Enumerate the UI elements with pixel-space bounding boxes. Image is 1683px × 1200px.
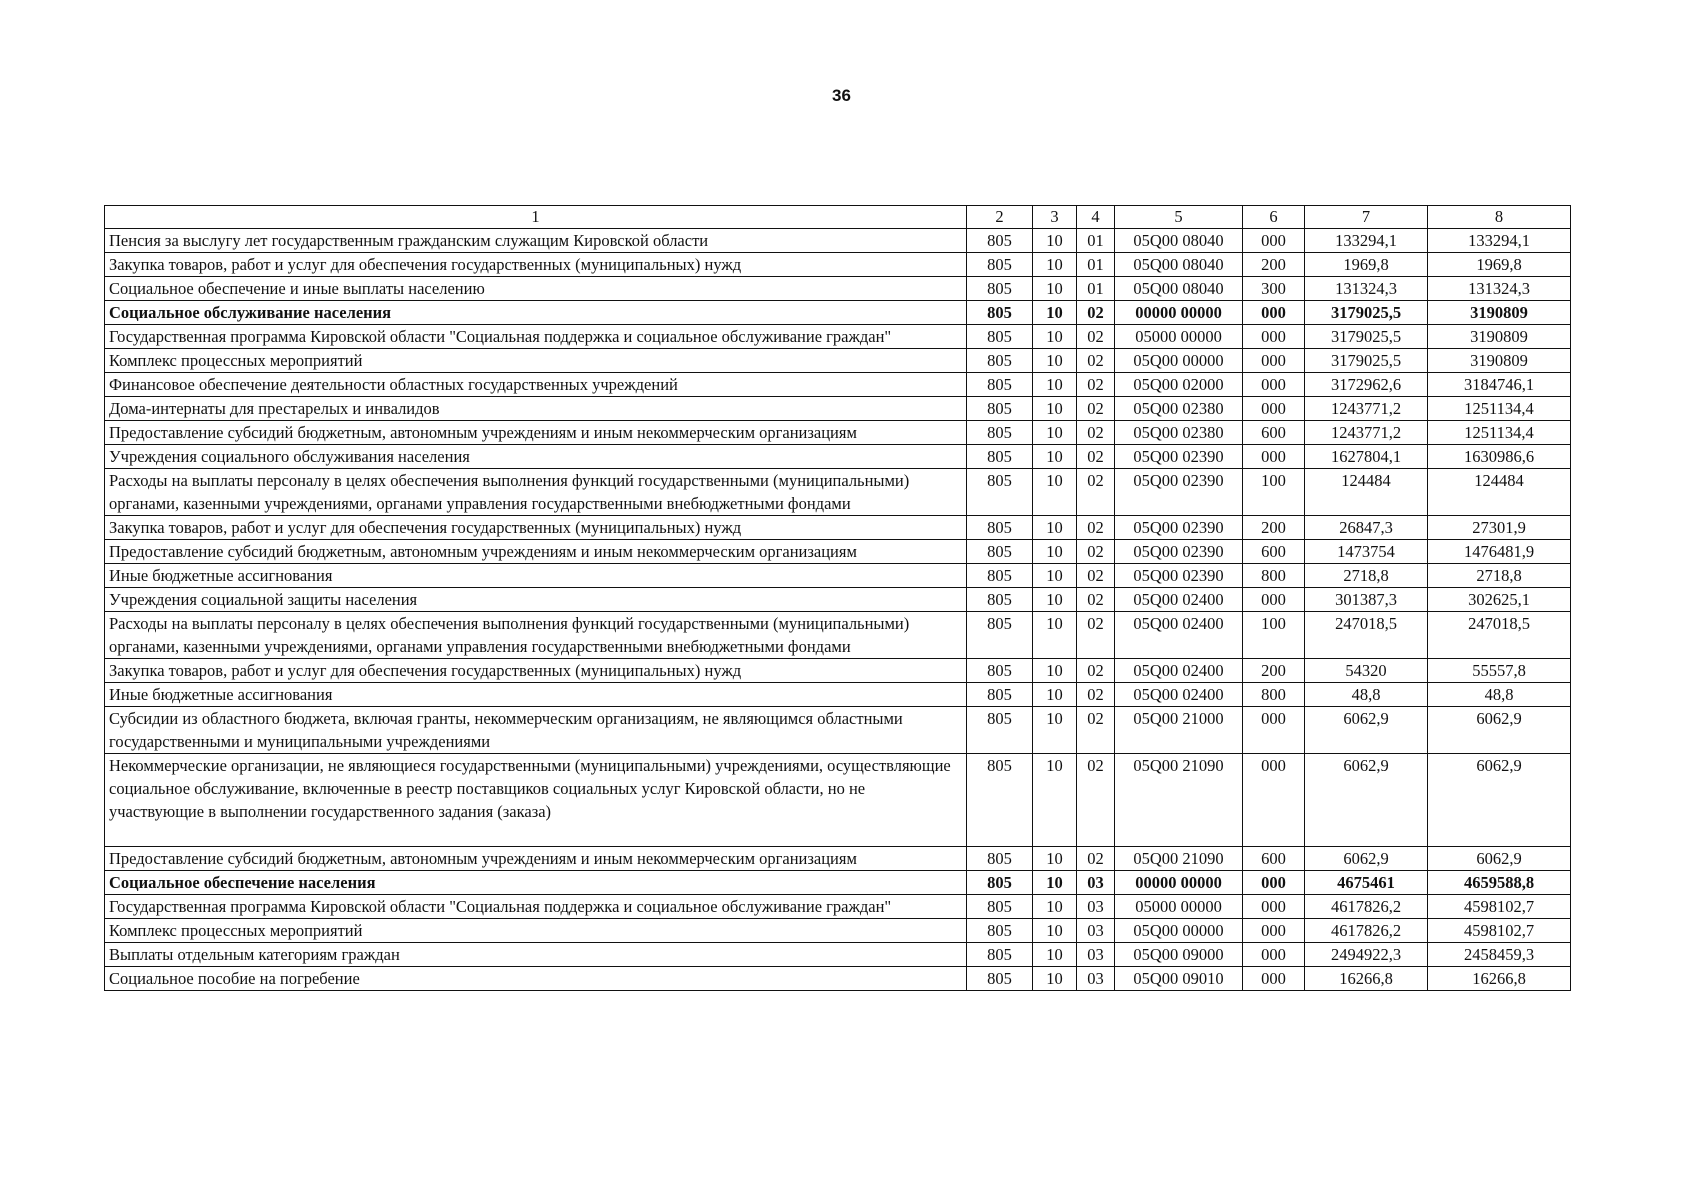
amount-year1-cell: 1627804,1 <box>1305 445 1428 469</box>
row-name-cell: Некоммерческие организации, не являющиеся государственными (муниципальными) учреждениями, осуществляющие социальное обслуживание, включенные в реестр поставщиков социальных услуг Кировской области, но не участвующие в выполнении государственного задания (заказа) <box>105 754 967 847</box>
amount-year2-cell: 1251134,4 <box>1428 421 1571 445</box>
table-row <box>105 564 1571 588</box>
table-row <box>105 253 1571 277</box>
subdivision-code-cell: 02 <box>1077 847 1115 871</box>
header-cell: 5 <box>1115 206 1243 229</box>
division-code-cell: 10 <box>1033 754 1077 847</box>
target-article-cell: 05Q00 21090 <box>1115 754 1243 847</box>
section-code-cell: 805 <box>967 847 1033 871</box>
row-name-cell: Иные бюджетные ассигнования <box>105 564 967 588</box>
division-code-cell: 10 <box>1033 516 1077 540</box>
amount-year1-cell: 3179025,5 <box>1305 325 1428 349</box>
row-name-cell: Государственная программа Кировской области "Социальная поддержка и социальное обслуживание граждан" <box>105 325 967 349</box>
target-article-cell: 05Q00 02400 <box>1115 683 1243 707</box>
division-code-cell: 10 <box>1033 919 1077 943</box>
subdivision-code-cell: 01 <box>1077 277 1115 301</box>
amount-year1-cell: 3172962,6 <box>1305 373 1428 397</box>
division-code-cell: 10 <box>1033 943 1077 967</box>
table-row <box>105 707 1571 754</box>
target-article-cell: 05Q00 02390 <box>1115 445 1243 469</box>
subdivision-code-cell: 02 <box>1077 469 1115 516</box>
row-name-cell: Предоставление субсидий бюджетным, автономным учреждениям и иным некоммерческим организациям <box>105 847 967 871</box>
amount-year2-cell: 1251134,4 <box>1428 397 1571 421</box>
division-code-cell: 10 <box>1033 373 1077 397</box>
table-row <box>105 967 1571 991</box>
amount-year1-cell: 4617826,2 <box>1305 895 1428 919</box>
amount-year2-cell: 6062,9 <box>1428 754 1571 847</box>
amount-year1-cell: 6062,9 <box>1305 754 1428 847</box>
row-name-cell: Социальное пособие на погребение <box>105 967 967 991</box>
subdivision-code-cell: 03 <box>1077 871 1115 895</box>
target-article-cell: 05Q00 00000 <box>1115 349 1243 373</box>
division-code-cell: 10 <box>1033 445 1077 469</box>
row-name-cell: Социальное обеспечение населения <box>105 871 967 895</box>
amount-year2-cell: 16266,8 <box>1428 967 1571 991</box>
row-name-cell: Субсидии из областного бюджета, включая гранты, некоммерческим организациям, не являющимся областными государственными и муниципальными учреждениями <box>105 707 967 754</box>
table-row <box>105 421 1571 445</box>
section-code-cell: 805 <box>967 229 1033 253</box>
expense-type-cell: 300 <box>1243 277 1305 301</box>
section-code-cell: 805 <box>967 707 1033 754</box>
row-name-cell: Расходы на выплаты персоналу в целях обеспечения выполнения функций государственными (муниципальными) органами, казенными учреждениями, органами управления государственными внебюджетными фондами <box>105 469 967 516</box>
target-article-cell: 05000 00000 <box>1115 895 1243 919</box>
target-article-cell: 05Q00 21000 <box>1115 707 1243 754</box>
amount-year2-cell: 1630986,6 <box>1428 445 1571 469</box>
expense-type-cell: 000 <box>1243 754 1305 847</box>
section-code-cell: 805 <box>967 919 1033 943</box>
section-code-cell: 805 <box>967 754 1033 847</box>
amount-year2-cell: 131324,3 <box>1428 277 1571 301</box>
expense-type-cell: 800 <box>1243 564 1305 588</box>
target-article-cell: 05000 00000 <box>1115 325 1243 349</box>
row-name-cell: Учреждения социальной защиты населения <box>105 588 967 612</box>
division-code-cell: 10 <box>1033 469 1077 516</box>
amount-year1-cell: 2494922,3 <box>1305 943 1428 967</box>
section-code-cell: 805 <box>967 397 1033 421</box>
row-name-cell: Предоставление субсидий бюджетным, автономным учреждениям и иным некоммерческим организациям <box>105 540 967 564</box>
expense-type-cell: 000 <box>1243 871 1305 895</box>
subdivision-code-cell: 02 <box>1077 754 1115 847</box>
header-cell: 4 <box>1077 206 1115 229</box>
table-row <box>105 277 1571 301</box>
division-code-cell: 10 <box>1033 871 1077 895</box>
row-name-cell: Предоставление субсидий бюджетным, автономным учреждениям и иным некоммерческим организациям <box>105 421 967 445</box>
table-row <box>105 919 1571 943</box>
subdivision-code-cell: 02 <box>1077 707 1115 754</box>
subdivision-code-cell: 03 <box>1077 943 1115 967</box>
target-article-cell: 05Q00 08040 <box>1115 277 1243 301</box>
expense-type-cell: 200 <box>1243 516 1305 540</box>
row-name-cell: Комплекс процессных мероприятий <box>105 919 967 943</box>
target-article-cell: 05Q00 08040 <box>1115 253 1243 277</box>
target-article-cell: 05Q00 02400 <box>1115 612 1243 659</box>
expense-type-cell: 000 <box>1243 325 1305 349</box>
table-row <box>105 469 1571 516</box>
section-code-cell: 805 <box>967 445 1033 469</box>
expense-type-cell: 000 <box>1243 919 1305 943</box>
section-code-cell: 805 <box>967 540 1033 564</box>
subdivision-code-cell: 02 <box>1077 349 1115 373</box>
amount-year1-cell: 1243771,2 <box>1305 397 1428 421</box>
amount-year2-cell: 302625,1 <box>1428 588 1571 612</box>
table-row <box>105 397 1571 421</box>
expense-type-cell: 600 <box>1243 847 1305 871</box>
amount-year2-cell: 4598102,7 <box>1428 919 1571 943</box>
amount-year2-cell: 133294,1 <box>1428 229 1571 253</box>
target-article-cell: 05Q00 02390 <box>1115 469 1243 516</box>
amount-year1-cell: 1473754 <box>1305 540 1428 564</box>
amount-year2-cell: 4598102,7 <box>1428 895 1571 919</box>
subdivision-code-cell: 02 <box>1077 373 1115 397</box>
amount-year1-cell: 1243771,2 <box>1305 421 1428 445</box>
table-row <box>105 325 1571 349</box>
header-row <box>105 206 1571 229</box>
table-row <box>105 943 1571 967</box>
expense-type-cell: 100 <box>1243 612 1305 659</box>
target-article-cell: 05Q00 02390 <box>1115 540 1243 564</box>
expense-type-cell: 800 <box>1243 683 1305 707</box>
row-name-cell: Закупка товаров, работ и услуг для обеспечения государственных (муниципальных) нужд <box>105 516 967 540</box>
expense-type-cell: 000 <box>1243 943 1305 967</box>
table-row <box>105 588 1571 612</box>
division-code-cell: 10 <box>1033 421 1077 445</box>
amount-year1-cell: 6062,9 <box>1305 847 1428 871</box>
division-code-cell: 10 <box>1033 325 1077 349</box>
amount-year1-cell: 124484 <box>1305 469 1428 516</box>
header-cell: 6 <box>1243 206 1305 229</box>
amount-year2-cell: 2458459,3 <box>1428 943 1571 967</box>
table-row <box>105 659 1571 683</box>
amount-year1-cell: 2718,8 <box>1305 564 1428 588</box>
header-cell: 8 <box>1428 206 1571 229</box>
division-code-cell: 10 <box>1033 349 1077 373</box>
expense-type-cell: 000 <box>1243 445 1305 469</box>
table-row <box>105 229 1571 253</box>
table-row <box>105 871 1571 895</box>
amount-year2-cell: 3190809 <box>1428 325 1571 349</box>
row-name-cell: Пенсия за выслугу лет государственным гражданским служащим Кировской области <box>105 229 967 253</box>
row-name-cell: Дома-интернаты для престарелых и инвалидов <box>105 397 967 421</box>
division-code-cell: 10 <box>1033 847 1077 871</box>
subdivision-code-cell: 02 <box>1077 564 1115 588</box>
section-code-cell: 805 <box>967 325 1033 349</box>
section-code-cell: 805 <box>967 516 1033 540</box>
row-name-cell: Иные бюджетные ассигнования <box>105 683 967 707</box>
subdivision-code-cell: 01 <box>1077 253 1115 277</box>
amount-year2-cell: 2718,8 <box>1428 564 1571 588</box>
division-code-cell: 10 <box>1033 895 1077 919</box>
section-code-cell: 805 <box>967 469 1033 516</box>
table-row <box>105 895 1571 919</box>
page-number: 36 <box>832 86 851 105</box>
division-code-cell: 10 <box>1033 683 1077 707</box>
header-cell: 7 <box>1305 206 1428 229</box>
section-code-cell: 805 <box>967 277 1033 301</box>
subdivision-code-cell: 02 <box>1077 325 1115 349</box>
table-row <box>105 683 1571 707</box>
section-code-cell: 805 <box>967 588 1033 612</box>
target-article-cell: 05Q00 02390 <box>1115 564 1243 588</box>
header-cell: 2 <box>967 206 1033 229</box>
amount-year2-cell: 3190809 <box>1428 349 1571 373</box>
amount-year2-cell: 48,8 <box>1428 683 1571 707</box>
expense-type-cell: 000 <box>1243 588 1305 612</box>
table-row <box>105 516 1571 540</box>
amount-year1-cell: 48,8 <box>1305 683 1428 707</box>
target-article-cell: 05Q00 02390 <box>1115 516 1243 540</box>
subdivision-code-cell: 02 <box>1077 397 1115 421</box>
section-code-cell: 805 <box>967 301 1033 325</box>
amount-year1-cell: 301387,3 <box>1305 588 1428 612</box>
header-cell: 1 <box>105 206 967 229</box>
section-code-cell: 805 <box>967 373 1033 397</box>
division-code-cell: 10 <box>1033 277 1077 301</box>
subdivision-code-cell: 02 <box>1077 445 1115 469</box>
subdivision-code-cell: 02 <box>1077 612 1115 659</box>
amount-year2-cell: 1476481,9 <box>1428 540 1571 564</box>
subdivision-code-cell: 03 <box>1077 895 1115 919</box>
target-article-cell: 05Q00 02380 <box>1115 397 1243 421</box>
table-body <box>105 229 1571 991</box>
table-row <box>105 373 1571 397</box>
expense-type-cell: 600 <box>1243 421 1305 445</box>
division-code-cell: 10 <box>1033 612 1077 659</box>
expense-type-cell: 000 <box>1243 397 1305 421</box>
section-code-cell: 805 <box>967 564 1033 588</box>
expense-type-cell: 000 <box>1243 373 1305 397</box>
subdivision-code-cell: 02 <box>1077 516 1115 540</box>
subdivision-code-cell: 01 <box>1077 229 1115 253</box>
target-article-cell: 05Q00 02000 <box>1115 373 1243 397</box>
division-code-cell: 10 <box>1033 301 1077 325</box>
target-article-cell: 05Q00 02400 <box>1115 659 1243 683</box>
subdivision-code-cell: 02 <box>1077 301 1115 325</box>
target-article-cell: 05Q00 21090 <box>1115 847 1243 871</box>
target-article-cell: 05Q00 02380 <box>1115 421 1243 445</box>
subdivision-code-cell: 02 <box>1077 540 1115 564</box>
row-name-cell: Финансовое обеспечение деятельности областных государственных учреждений <box>105 373 967 397</box>
table-row <box>105 349 1571 373</box>
division-code-cell: 10 <box>1033 253 1077 277</box>
row-name-cell: Социальное обслуживание населения <box>105 301 967 325</box>
division-code-cell: 10 <box>1033 967 1077 991</box>
table-row <box>105 847 1571 871</box>
expense-type-cell: 000 <box>1243 301 1305 325</box>
expense-type-cell: 000 <box>1243 967 1305 991</box>
expense-type-cell: 200 <box>1243 659 1305 683</box>
amount-year1-cell: 1969,8 <box>1305 253 1428 277</box>
amount-year2-cell: 3184746,1 <box>1428 373 1571 397</box>
header-cell: 3 <box>1033 206 1077 229</box>
target-article-cell: 05Q00 08040 <box>1115 229 1243 253</box>
section-code-cell: 805 <box>967 871 1033 895</box>
expense-type-cell: 000 <box>1243 895 1305 919</box>
amount-year2-cell: 4659588,8 <box>1428 871 1571 895</box>
row-name-cell: Учреждения социального обслуживания населения <box>105 445 967 469</box>
table-row <box>105 445 1571 469</box>
amount-year1-cell: 26847,3 <box>1305 516 1428 540</box>
amount-year1-cell: 4675461 <box>1305 871 1428 895</box>
amount-year1-cell: 54320 <box>1305 659 1428 683</box>
row-name-cell: Закупка товаров, работ и услуг для обеспечения государственных (муниципальных) нужд <box>105 253 967 277</box>
division-code-cell: 10 <box>1033 564 1077 588</box>
amount-year1-cell: 3179025,5 <box>1305 349 1428 373</box>
table-row <box>105 612 1571 659</box>
section-code-cell: 805 <box>967 967 1033 991</box>
amount-year1-cell: 3179025,5 <box>1305 301 1428 325</box>
section-code-cell: 805 <box>967 943 1033 967</box>
row-name-cell: Комплекс процессных мероприятий <box>105 349 967 373</box>
subdivision-code-cell: 03 <box>1077 967 1115 991</box>
amount-year1-cell: 4617826,2 <box>1305 919 1428 943</box>
section-code-cell: 805 <box>967 421 1033 445</box>
row-name-cell: Государственная программа Кировской области "Социальная поддержка и социальное обслуживание граждан" <box>105 895 967 919</box>
target-article-cell: 05Q00 09010 <box>1115 967 1243 991</box>
division-code-cell: 10 <box>1033 707 1077 754</box>
row-name-cell: Закупка товаров, работ и услуг для обеспечения государственных (муниципальных) нужд <box>105 659 967 683</box>
amount-year2-cell: 27301,9 <box>1428 516 1571 540</box>
section-code-cell: 805 <box>967 659 1033 683</box>
target-article-cell: 00000 00000 <box>1115 871 1243 895</box>
subdivision-code-cell: 03 <box>1077 919 1115 943</box>
amount-year1-cell: 133294,1 <box>1305 229 1428 253</box>
row-name-cell: Социальное обеспечение и иные выплаты населению <box>105 277 967 301</box>
target-article-cell: 05Q00 02400 <box>1115 588 1243 612</box>
amount-year2-cell: 6062,9 <box>1428 707 1571 754</box>
amount-year2-cell: 124484 <box>1428 469 1571 516</box>
subdivision-code-cell: 02 <box>1077 659 1115 683</box>
amount-year1-cell: 6062,9 <box>1305 707 1428 754</box>
expense-type-cell: 200 <box>1243 253 1305 277</box>
amount-year1-cell: 131324,3 <box>1305 277 1428 301</box>
table-row <box>105 754 1571 847</box>
expense-type-cell: 000 <box>1243 707 1305 754</box>
amount-year2-cell: 55557,8 <box>1428 659 1571 683</box>
table-row <box>105 540 1571 564</box>
amount-year2-cell: 247018,5 <box>1428 612 1571 659</box>
target-article-cell: 05Q00 09000 <box>1115 943 1243 967</box>
row-name-cell: Расходы на выплаты персоналу в целях обеспечения выполнения функций государственными (муниципальными) органами, казенными учреждениями, органами управления государственными внебюджетными фондами <box>105 612 967 659</box>
amount-year1-cell: 16266,8 <box>1305 967 1428 991</box>
subdivision-code-cell: 02 <box>1077 421 1115 445</box>
expense-type-cell: 000 <box>1243 349 1305 373</box>
table-row <box>105 301 1571 325</box>
division-code-cell: 10 <box>1033 397 1077 421</box>
amount-year2-cell: 3190809 <box>1428 301 1571 325</box>
division-code-cell: 10 <box>1033 229 1077 253</box>
row-name-cell: Выплаты отдельным категориям граждан <box>105 943 967 967</box>
target-article-cell: 00000 00000 <box>1115 301 1243 325</box>
amount-year2-cell: 6062,9 <box>1428 847 1571 871</box>
section-code-cell: 805 <box>967 349 1033 373</box>
division-code-cell: 10 <box>1033 540 1077 564</box>
subdivision-code-cell: 02 <box>1077 588 1115 612</box>
expense-type-cell: 000 <box>1243 229 1305 253</box>
division-code-cell: 10 <box>1033 659 1077 683</box>
division-code-cell: 10 <box>1033 588 1077 612</box>
section-code-cell: 805 <box>967 253 1033 277</box>
amount-year1-cell: 247018,5 <box>1305 612 1428 659</box>
target-article-cell: 05Q00 00000 <box>1115 919 1243 943</box>
expense-type-cell: 100 <box>1243 469 1305 516</box>
section-code-cell: 805 <box>967 612 1033 659</box>
expense-type-cell: 600 <box>1243 540 1305 564</box>
subdivision-code-cell: 02 <box>1077 683 1115 707</box>
section-code-cell: 805 <box>967 895 1033 919</box>
section-code-cell: 805 <box>967 683 1033 707</box>
budget-table <box>104 205 1571 991</box>
amount-year2-cell: 1969,8 <box>1428 253 1571 277</box>
